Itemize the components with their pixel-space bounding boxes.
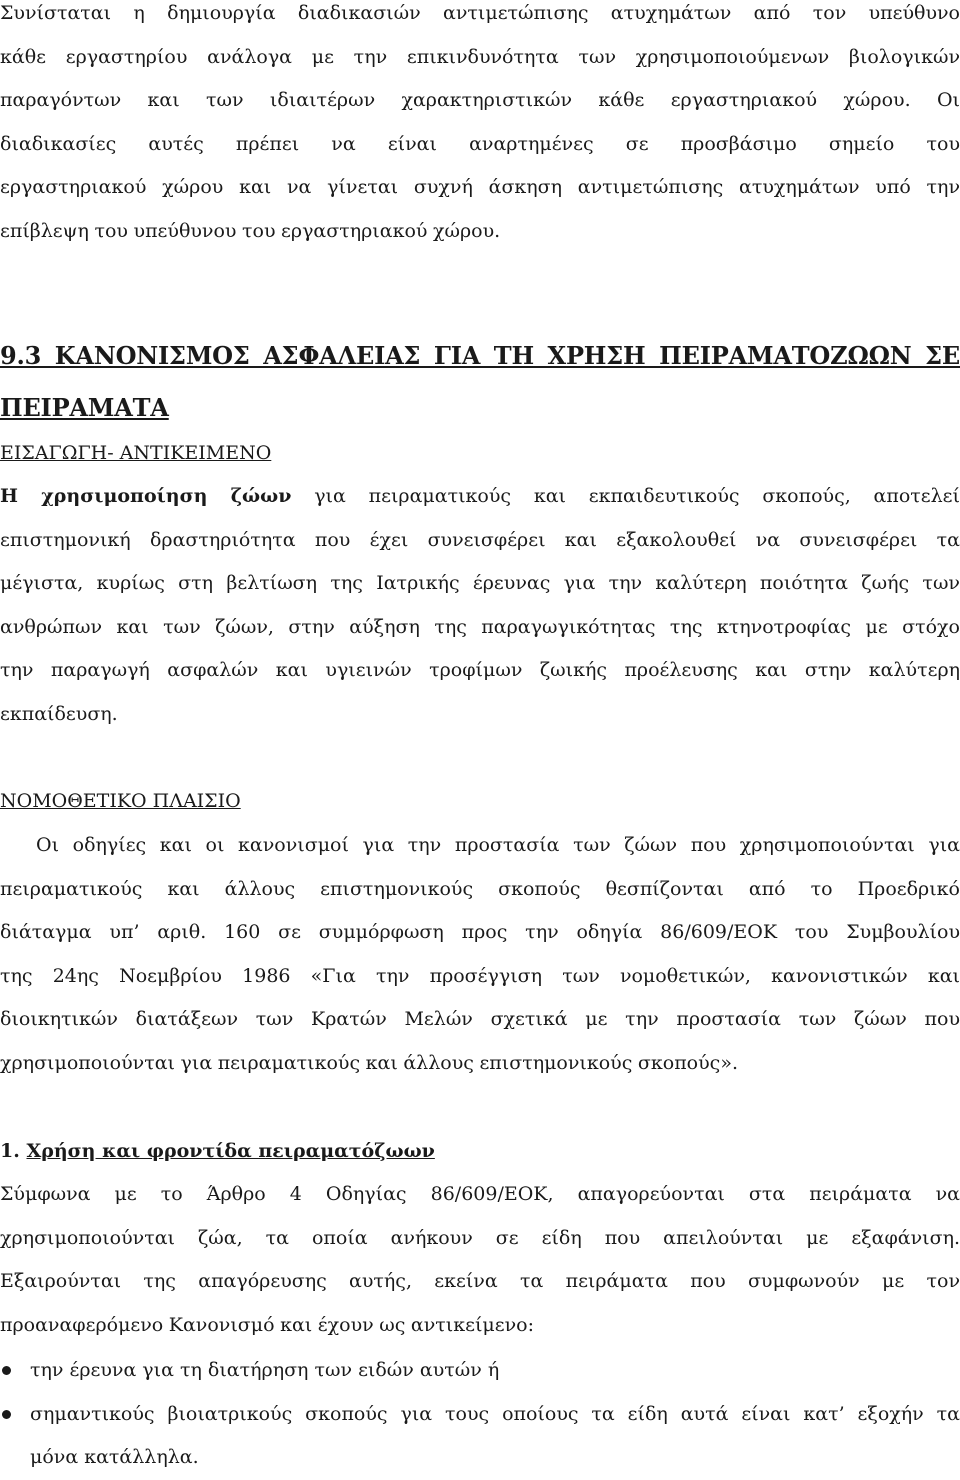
paragraph-line: χρησιμοποιούνται για πειραματικούς και άλλους επιστημονικούς σκοπούς». bbox=[0, 1051, 738, 1074]
bold-lead: Η χρησιμοποίηση ζώων bbox=[0, 485, 292, 507]
paragraph-line: προαναφερόμενο Κανονισμό και έχουν ως αντικείμενο: bbox=[0, 1313, 534, 1336]
list-item-text: την έρευνα για τη διατήρηση των ειδών αυτών ή bbox=[30, 1359, 500, 1381]
paragraph-line: χρησιμοποιούνται ζώα, τα οποία ανήκουν σε είδη που απειλούνται με εξαφάνιση. bbox=[0, 1226, 960, 1249]
section-heading-line: 9.3 ΚΑΝΟΝΙΣΜΟΣ ΑΣΦΑΛΕΙΑΣ ΓΙΑ ΤΗ ΧΡΗΣΗ ΠΕΙΡΑΜΑΤΟΖΩΩΝ ΣΕ bbox=[0, 341, 960, 370]
paragraph-line: Συνίσταται η δημιουργία διαδικασιών αντιμετώπισης ατυχημάτων από τον υπεύθυνο bbox=[0, 2, 960, 24]
paragraph-line bbox=[0, 475, 960, 519]
paragraph-line: πειραματικούς και άλλους επιστημονικούς σκοπούς θεσπίζονται από το Προεδρικό bbox=[0, 877, 960, 900]
legal-subheading: ΝΟΜΟΘΕΤΙΚΟ ΠΛΑΙΣΙΟ bbox=[0, 790, 241, 812]
paragraph-line: εργαστηριακού χώρου και να γίνεται συχνή άσκηση αντιμετώπισης ατυχημάτων υπό την bbox=[0, 176, 960, 199]
paragraph-line: επίβλεψη του υπεύθυνου του εργαστηριακού χώρου. bbox=[0, 219, 501, 242]
paragraph-line: της 24ης Νοεμβρίου 1986 «Για την προσέγγιση των νομοθετικών, κανονιστικών και bbox=[0, 964, 960, 987]
bullet-icon bbox=[2, 1366, 11, 1375]
intro-subheading: ΕΙΣΑΓΩΓΗ- ΑΝΤΙΚΕΙΜΕΝΟ bbox=[0, 442, 272, 464]
paragraph-line: την παραγωγή ασφαλών και υγιεινών τροφίμων ζωικής προέλευσης και στην καλύτερη bbox=[0, 659, 960, 682]
heading-title: Χρήση και φροντίδα πειραματόζωων bbox=[26, 1140, 435, 1162]
paragraph-line: διάταγμα υπ’ αριθ. 160 σε συμμόρφωση προς την οδηγία 86/609/ΕΟΚ του Συμβουλίου bbox=[0, 921, 960, 944]
paragraph-line: Σύμφωνα με το Άρθρο 4 Οδηγίας 86/609/ΕΟΚ, απαγορεύονται στα πειράματα να bbox=[0, 1183, 960, 1205]
list-item bbox=[0, 1393, 960, 1480]
lead-rest: για πειραματικούς και εκπαιδευτικούς σκοπούς, αποτελεί bbox=[291, 485, 960, 507]
use-body bbox=[0, 1173, 960, 1347]
paragraph-line: μέγιστα, κυρίως στη βελτίωση της Ιατρικής έρευνας για την καλύτερη ποιότητα ζωής των bbox=[0, 572, 960, 595]
paragraph-line: εκπαίδευση. bbox=[0, 702, 118, 725]
paragraph-line: ανθρώπων και των ζώων, στην αύξηση της παραγωγικότητας της κτηνοτροφίας με στόχο bbox=[0, 615, 960, 638]
intro-paragraph bbox=[0, 0, 960, 254]
paragraph-line: παραγόντων και των ιδιαιτέρων χαρακτηριστικών κάθε εργαστηριακού χώρου. Οι bbox=[0, 89, 960, 112]
legal-body bbox=[0, 824, 960, 1086]
bullet-list bbox=[0, 1349, 960, 1480]
section-heading bbox=[0, 330, 960, 434]
intro-body bbox=[0, 475, 960, 737]
paragraph-line: Εξαιρούνται της απαγόρευσης αυτής, εκείνα τα πειράματα που συμφωνούν με τον bbox=[0, 1270, 960, 1293]
bullet-icon bbox=[2, 1410, 11, 1419]
paragraph-line: διοικητικών διατάξεων των Κρατών Μελών σχετικά με την προστασία των ζώων που bbox=[0, 1008, 960, 1031]
paragraph-line: κάθε εργαστηρίου ανάλογα με την επικινδυνότητα των χρησιμοποιούμενων βιολογικών bbox=[0, 45, 960, 68]
list-item-text: σημαντικούς βιοιατρικούς σκοπούς για τους οποίους τα είδη αυτά είναι κατ’ εξοχήν τα bbox=[30, 1402, 960, 1425]
list-item-text: μόνα κατάλληλα. bbox=[30, 1446, 199, 1469]
paragraph-line: επιστημονική δραστηριότητα που έχει συνεισφέρει και εξακολουθεί να συνεισφέρει τα bbox=[0, 528, 960, 551]
numbered-heading bbox=[0, 1136, 435, 1166]
paragraph-line: Οι οδηγίες και οι κανονισμοί για την προστασία των ζώων που χρησιμοποιούνται για bbox=[36, 834, 960, 856]
section-heading-line: ΠΕΙΡΑΜΑΤΑ bbox=[0, 393, 169, 422]
heading-number: 1. bbox=[0, 1140, 20, 1162]
paragraph-line: διαδικασίες αυτές πρέπει να είναι αναρτημένες σε προσβάσιμο σημείο του bbox=[0, 132, 960, 155]
list-item bbox=[0, 1349, 960, 1393]
